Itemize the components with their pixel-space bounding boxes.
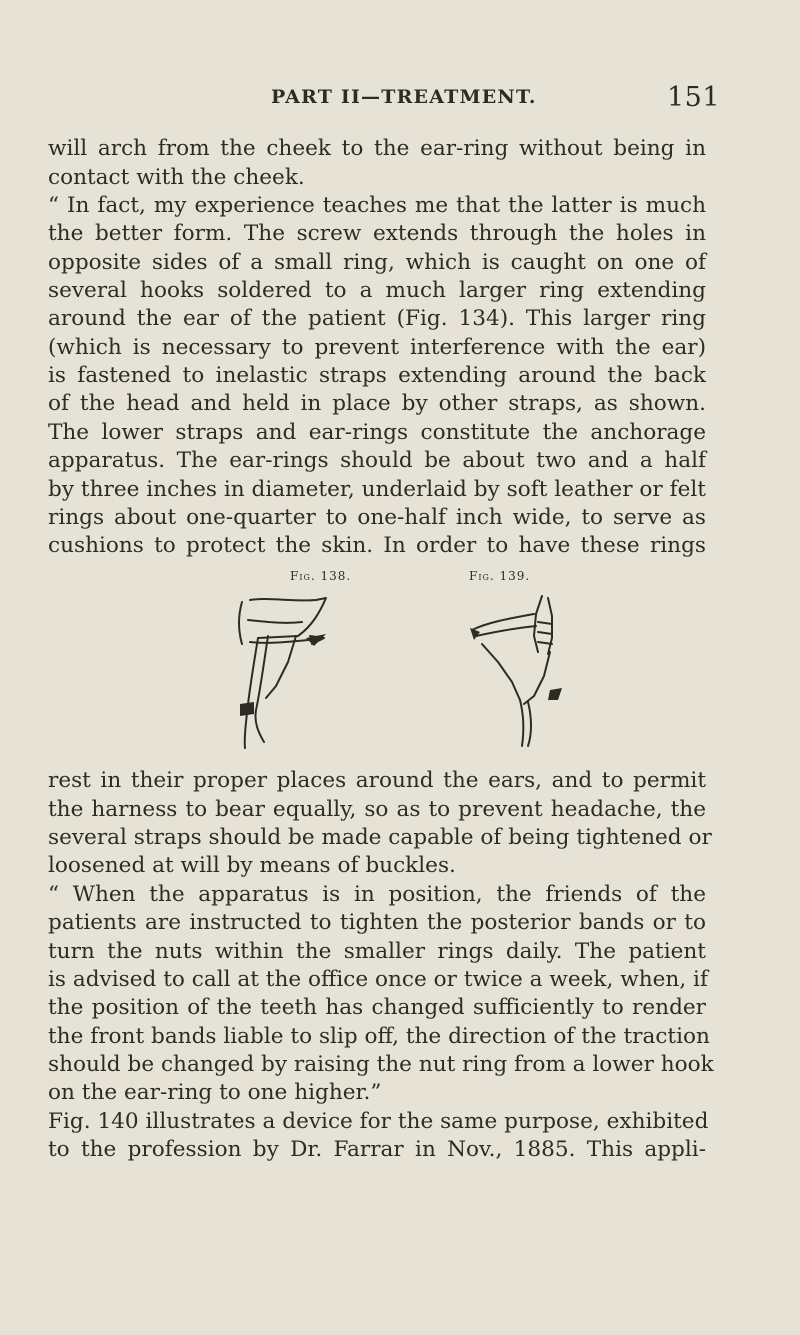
text-line: several hooks soldered to a much larger ring extending bbox=[48, 278, 706, 303]
fig138-illustration bbox=[228, 592, 348, 752]
text-line: (which is necessary to prevent interference with the ear) bbox=[48, 335, 706, 360]
text-line: several straps should be made capable of being tightened or bbox=[48, 825, 712, 850]
text-line: loosened at will by means of buckles. bbox=[48, 853, 456, 878]
text-line: rest in their proper places around the ears, and to permit bbox=[48, 768, 706, 793]
text-line: the position of the teeth has changed sufficiently to render bbox=[48, 995, 706, 1020]
text-line: will arch from the cheek to the ear-ring without being in bbox=[48, 136, 706, 161]
text-line: contact with the cheek. bbox=[48, 165, 305, 190]
text-line: to the profession by Dr. Farrar in Nov., 1885. This appli- bbox=[48, 1137, 706, 1162]
fig139-illustration bbox=[458, 592, 578, 752]
text-line: turn the nuts within the smaller rings daily. The patient bbox=[48, 939, 706, 964]
text-line: the harness to bear equally, so as to prevent headache, the bbox=[48, 797, 706, 822]
text-line: should be changed by raising the nut ring from a lower hook bbox=[48, 1052, 714, 1077]
running-title: PART II—TREATMENT. bbox=[271, 86, 537, 108]
text-line: apparatus. The ear-rings should be about two and a half bbox=[48, 448, 706, 473]
text-line: Fig. 140 illustrates a device for the same purpose, exhibited bbox=[48, 1109, 709, 1134]
page-number: 151 bbox=[667, 82, 721, 113]
text-line: the front bands liable to slip off, the direction of the traction bbox=[48, 1024, 710, 1049]
text-line: is fastened to inelastic straps extending around the back bbox=[48, 363, 706, 388]
running-header bbox=[0, 82, 800, 122]
text-line: “ When the apparatus is in position, the friends of the bbox=[48, 882, 706, 907]
fig139-caption: Fig. 139. bbox=[469, 569, 531, 583]
text-line: on the ear-ring to one higher.” bbox=[48, 1080, 382, 1105]
text-line: the better form. The screw extends through the holes in bbox=[48, 221, 706, 246]
text-line: is advised to call at the office once or twice a week, when, if bbox=[48, 967, 708, 992]
text-line: around the ear of the patient (Fig. 134). This larger ring bbox=[48, 306, 706, 331]
text-line: patients are instructed to tighten the posterior bands or to bbox=[48, 910, 706, 935]
text-line: by three inches in diameter, underlaid by soft leather or felt bbox=[48, 477, 706, 502]
text-line: opposite sides of a small ring, which is caught on one of bbox=[48, 250, 706, 275]
text-line: of the head and held in place by other straps, as shown. bbox=[48, 391, 706, 416]
text-line: The lower straps and ear-rings constitute the anchorage bbox=[48, 420, 706, 445]
text-line: cushions to protect the skin. In order to have these rings bbox=[48, 533, 706, 558]
text-line: rings about one-quarter to one-half inch wide, to serve as bbox=[48, 505, 706, 530]
fig138-caption: Fig. 138. bbox=[290, 569, 352, 583]
text-line: “ In fact, my experience teaches me that the latter is much bbox=[48, 193, 706, 218]
